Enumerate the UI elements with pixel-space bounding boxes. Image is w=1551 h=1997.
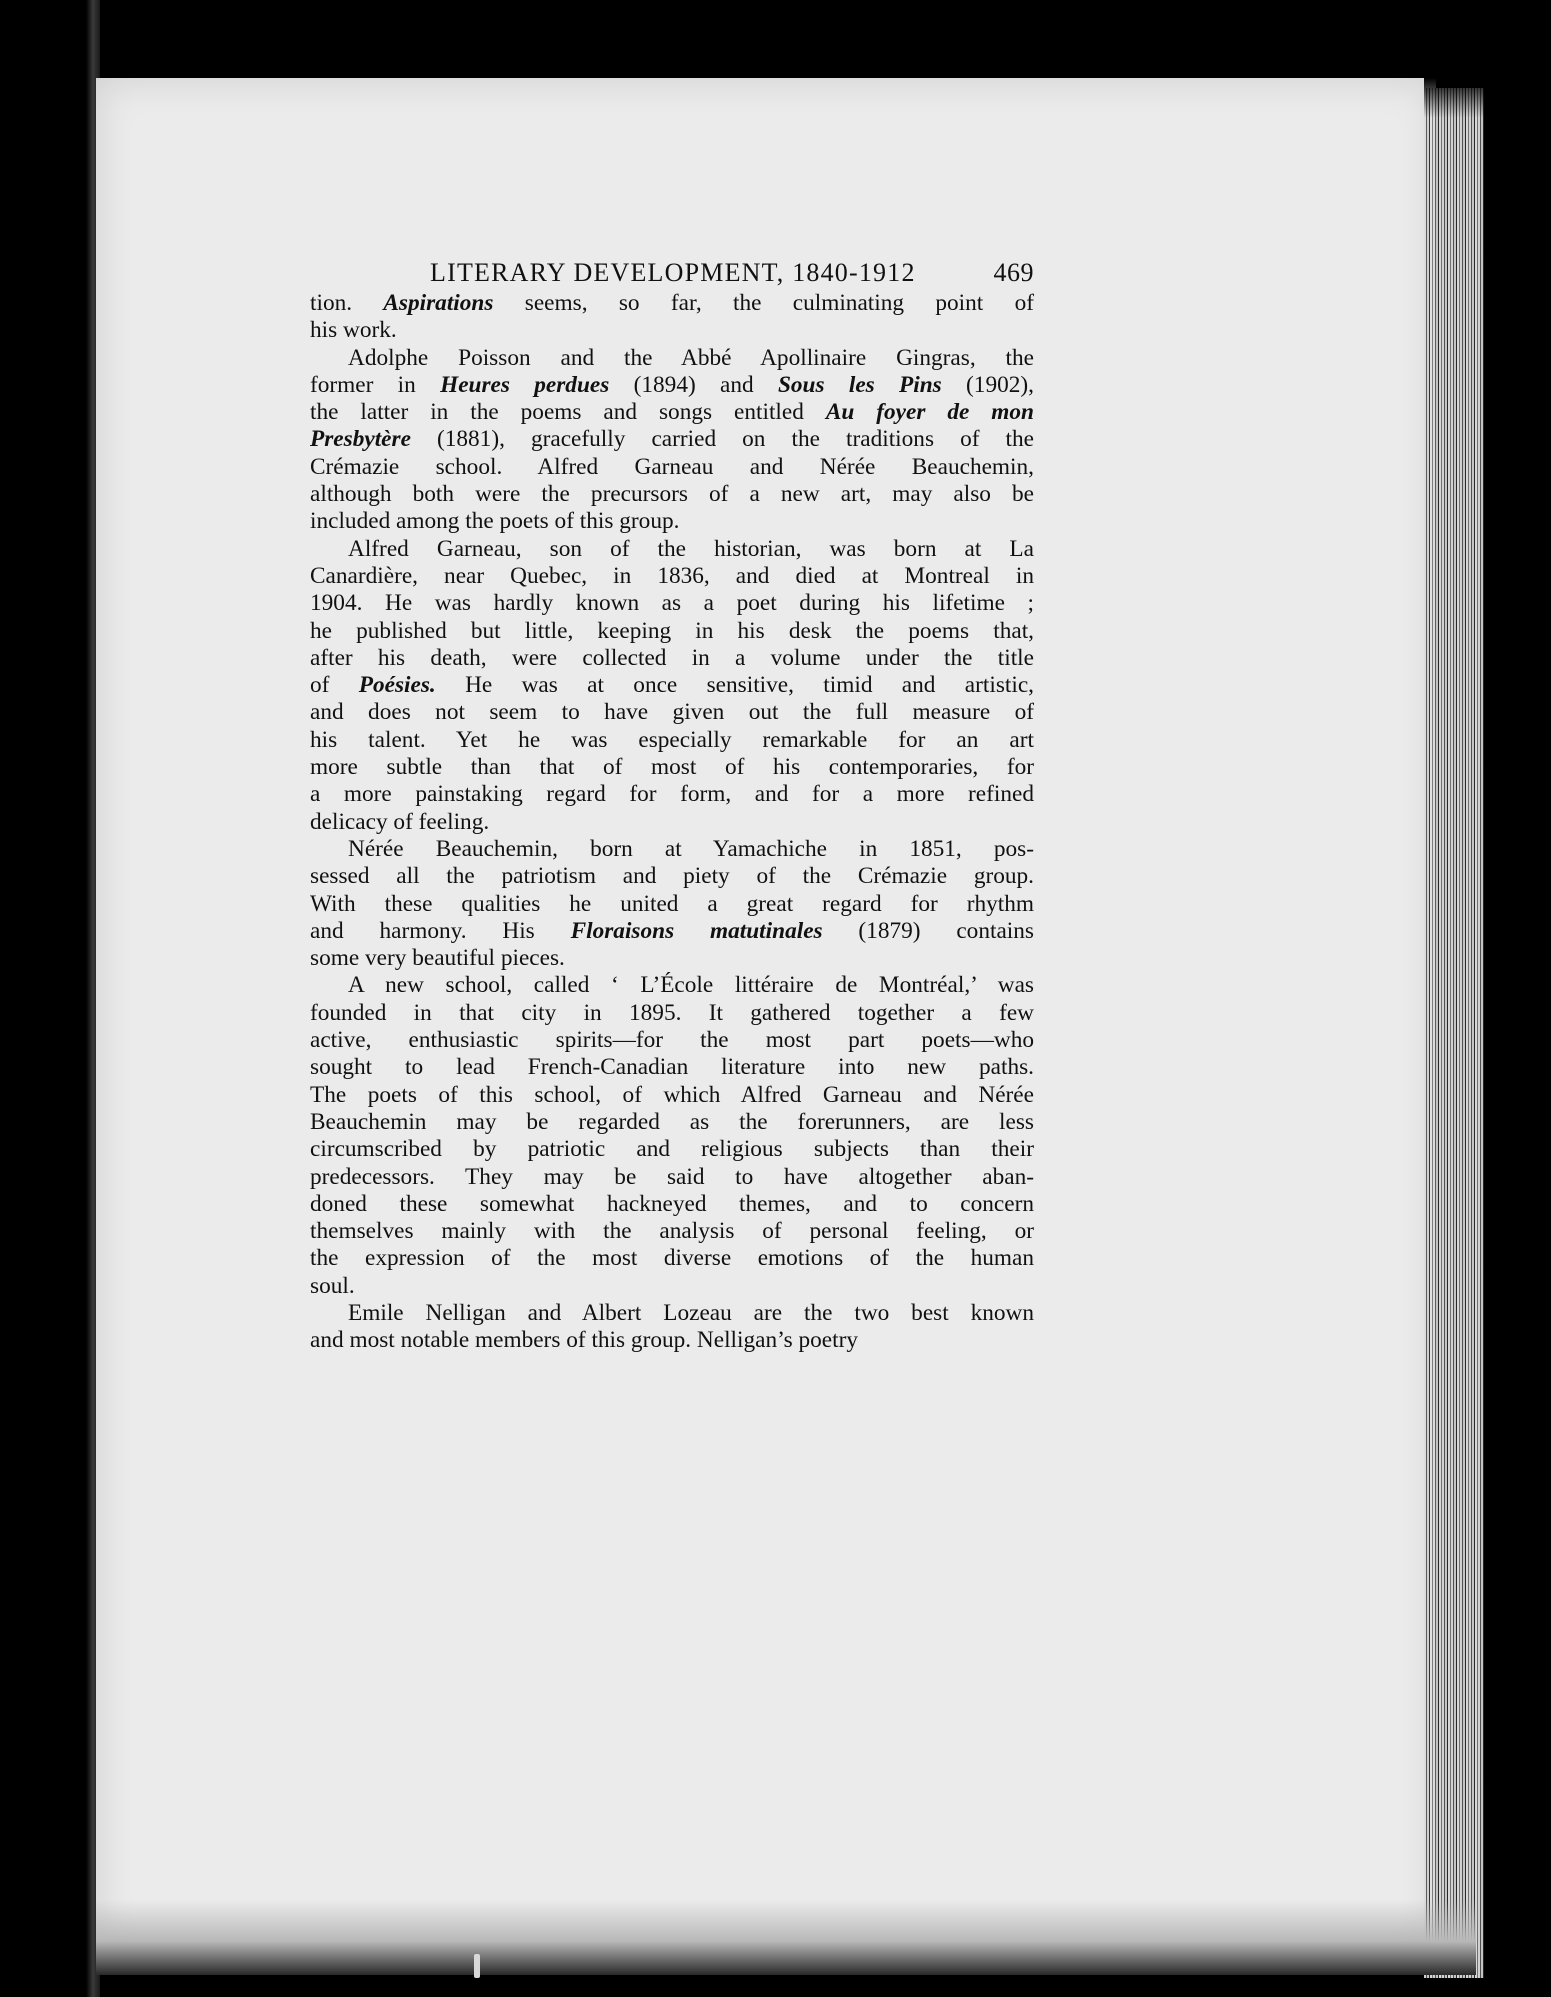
text-line: Beauchemin may be regarded as the forerunners, are less — [310, 1108, 1034, 1135]
italic-title: Presbytère — [310, 426, 411, 453]
text-line: predecessors. They may be said to have altogether aban- — [310, 1163, 1034, 1190]
text-line: Emile Nelligan and Albert Lozeau are the two best known — [348, 1299, 1034, 1326]
bottom-mark — [474, 1954, 480, 1978]
paragraph — [310, 345, 1034, 536]
italic-title: Floraisons matutinales — [570, 917, 823, 944]
text-line: and does not seem to have given out the full measure of — [310, 699, 1034, 726]
text-line: doned these somewhat hackneyed themes, and to concern — [310, 1190, 1034, 1217]
text-line: after his death, were collected in a volume under the title — [310, 644, 1034, 671]
text-line: Presbytère (1881), gracefully carried on the traditions of the — [310, 426, 1034, 453]
text-line: former in Heures perdues (1894) and Sous les Pins (1902), — [310, 371, 1034, 398]
text-line: some very beautiful pieces. — [310, 945, 565, 972]
text-line: and harmony. His Floraisons matutinales (1879) contains — [310, 917, 1034, 944]
italic-title: Poésies. — [358, 672, 436, 699]
text-line: 1904. He was hardly known as a poet during his lifetime ; — [310, 590, 1034, 617]
italic-title: Heures perdues — [440, 371, 610, 398]
text-line: founded in that city in 1895. It gathered together a few — [310, 999, 1034, 1026]
text-line: more subtle than that of most of his contemporaries, for — [310, 754, 1034, 781]
text-line: sessed all the patriotism and piety of the Crémazie group. — [310, 863, 1034, 890]
text-line: included among the poets of this group. — [310, 508, 680, 535]
text-line: sought to lead French-Canadian literature into new paths. — [310, 1054, 1034, 1081]
page-stack-shadow — [1424, 78, 1484, 118]
page-stack-edge — [1424, 88, 1484, 1978]
paragraph — [310, 1300, 1034, 1355]
text-line: active, enthusiastic spirits—for the most part poets—who — [310, 1027, 1034, 1054]
text-line: a more painstaking regard for form, and for a more refined — [310, 781, 1034, 808]
italic-title: Sous les Pins — [777, 371, 942, 398]
text-line: he published but little, keeping in his desk the poems that, — [310, 617, 1034, 644]
text-line: his work. — [310, 317, 397, 344]
text-line: although both were the precursors of a new art, may also be — [310, 481, 1034, 508]
text-line: themselves mainly with the analysis of personal feeling, or — [310, 1218, 1034, 1245]
running-head-title: LITERARY DEVELOPMENT, 1840-1912 — [430, 258, 916, 287]
running-head — [310, 258, 1034, 288]
paragraph — [310, 836, 1034, 972]
text-line: A new school, called ‘ L’École littéraire de Montréal,’ was — [348, 972, 1034, 999]
text-line: tion. Aspirations seems, so far, the culminating point of — [310, 290, 1034, 316]
text-line: Nérée Beauchemin, born at Yamachiche in 1851, pos- — [348, 835, 1034, 862]
page-bottom-shadow — [96, 1900, 1476, 1975]
text-line: With these qualities he united a great regard for rhythm — [310, 890, 1034, 917]
text-line: and most notable members of this group. Nelligan’s poetry — [310, 1327, 859, 1354]
text-line: The poets of this school, of which Alfred Garneau and Nérée — [310, 1081, 1034, 1108]
italic-title: Au foyer de mon — [825, 399, 1034, 426]
text-line: his talent. Yet he was especially remarkable for an art — [310, 726, 1034, 753]
text-line: circumscribed by patriotic and religious subjects than their — [310, 1136, 1034, 1163]
text-line: of Poésies. He was at once sensitive, timid and artistic, — [310, 672, 1034, 699]
text-line: Canardière, near Quebec, in 1836, and died at Montreal in — [310, 562, 1034, 589]
text-line: Adolphe Poisson and the Abbé Apollinaire Gingras, the — [348, 344, 1034, 371]
text-block — [310, 258, 1034, 1355]
italic-title: Aspirations — [383, 290, 494, 316]
text-line: delicacy of feeling. — [310, 808, 490, 835]
text-line: soul. — [310, 1272, 355, 1299]
text-line: Alfred Garneau, son of the historian, was born at La — [348, 535, 1034, 562]
page-number: 469 — [993, 258, 1034, 287]
paragraph — [310, 290, 1034, 345]
body-text — [310, 290, 1034, 1355]
text-line: the latter in the poems and songs entitled Au foyer de mon — [310, 399, 1034, 426]
text-line: the expression of the most diverse emotions of the human — [310, 1245, 1034, 1272]
text-line: Crémazie school. Alfred Garneau and Nérée Beauchemin, — [310, 453, 1034, 480]
paragraph — [310, 536, 1034, 836]
paragraph — [310, 972, 1034, 1300]
